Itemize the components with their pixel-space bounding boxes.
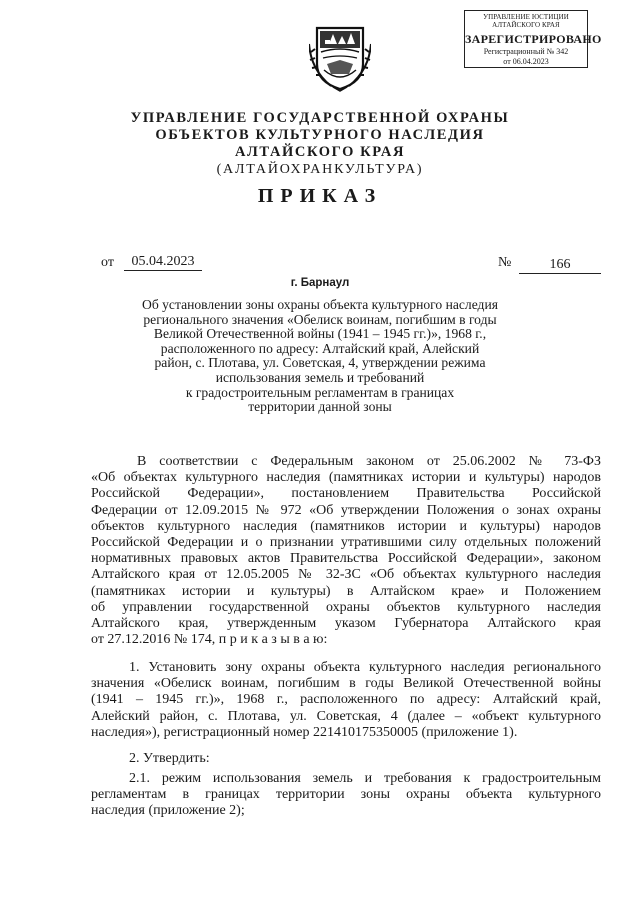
- heading-line: использования земель и требований: [215, 369, 425, 385]
- date-prefix: от: [101, 255, 114, 270]
- org-name-line2: ОБЪЕКТОВ КУЛЬТУРНОГО НАСЛЕДИЯ: [155, 127, 485, 143]
- org-name-line3: АЛТАЙСКОГО КРАЯ: [234, 144, 406, 160]
- body-line: наследия (приложение 2);: [91, 803, 245, 819]
- body-line: 1. Установить зону охраны объекта культурного наследия регионального: [129, 660, 601, 675]
- body-line: 2. Утвердить:: [129, 751, 210, 766]
- stamp-reg-date: от 06.04.2023: [503, 57, 549, 66]
- org-short-name: (АЛТАЙОХРАНКУЛЬТУРА): [216, 162, 424, 177]
- preamble-paragraph: [91, 454, 601, 648]
- item-2-paragraph: [91, 751, 601, 767]
- heading-line: к градостроительным регламентам в границах: [185, 384, 455, 400]
- altai-krai-coat-of-arms-icon: [309, 24, 371, 92]
- order-heading: [120, 298, 520, 415]
- body-line: регламентам в границах территории зоны охраны объекта культурного: [91, 787, 601, 803]
- city-label: г. Барнаул: [290, 277, 350, 289]
- order-number: 166: [519, 257, 601, 274]
- body-line: Федерации от 12.09.2015 № 972 «Об утверждении Положения о зонах охраны: [91, 502, 601, 518]
- body-line: Алтайского края от 12.05.2005 № 32-ЗС «Об объектах культурного наследия: [91, 567, 601, 583]
- heading-line: Великой Отечественной войны (1941 – 1945 гг.)», 1968 г.,: [153, 326, 487, 342]
- document-type-title: ПРИКАЗ: [257, 185, 383, 207]
- stamp-status: ЗАРЕГИСТРИРОВАНО: [465, 32, 602, 46]
- stamp-reg-number: Регистрационный № 342: [483, 47, 569, 56]
- item-2-1-paragraph: [91, 771, 601, 820]
- body-line: В соответствии с Федеральным законом от 25.06.2002 № 73-ФЗ: [137, 454, 601, 469]
- body-line: объектов культурного наследия (памятников истории и культуры) народов: [91, 518, 601, 534]
- body-line: наследия»), регистрационный номер 221410175350005 (приложение 1).: [91, 724, 518, 740]
- body-line: значения «Обелиск воинам, погибшим в годы Великой Отечественной войны: [91, 676, 601, 692]
- body-line: Алтайского края, утвержденным указом Губернатора Алтайского края: [91, 616, 601, 632]
- body-line: 2.1. режим использования земель и требования к градостроительным: [129, 771, 601, 786]
- item-1-paragraph: [91, 660, 601, 741]
- body-line: Российской Федерации и о признании утратившими силу отдельных положений: [91, 535, 601, 551]
- body-line: (1941 – 1945 гг.)», 1968 г., расположенного по адресу: Алтайский край,: [91, 692, 601, 708]
- body-line: от 27.12.2016 № 174, п р и к а з ы в а ю:: [91, 632, 328, 648]
- body-line: нормативных правовых актов Правительства Российской Федерации», законом: [91, 551, 601, 567]
- registration-stamp: [464, 10, 602, 68]
- body-line: (памятниках истории и культуры) в Алтайском крае» и Положением: [91, 583, 601, 599]
- body-line: «Об объектах культурного наследия (памятниках истории и культуры) народов: [91, 470, 601, 486]
- number-prefix: №: [498, 255, 512, 270]
- heading-line: Об установлении зоны охраны объекта культурного наследия: [142, 297, 498, 312]
- body-line: об управлении государственной охраны объектов культурного наследия: [91, 599, 601, 615]
- body-line: Российской Федерации», постановлением Правительства Российской: [91, 486, 601, 502]
- heading-line: территории данной зоны: [248, 399, 392, 415]
- order-date: 05.04.2023: [124, 254, 202, 271]
- heading-line: район, с. Плотава, ул. Советская, 4, утверждении режима: [154, 355, 486, 371]
- stamp-authority-line1: УПРАВЛЕНИЕ ЮСТИЦИИ: [483, 13, 569, 21]
- heading-line: регионального значения «Обелиск воинам, погибшим в годы: [143, 311, 497, 327]
- org-name-line1: УПРАВЛЕНИЕ ГОСУДАРСТВЕННОЙ ОХРАНЫ: [130, 110, 510, 126]
- stamp-authority-line2: АЛТАЙСКОГО КРАЯ: [492, 21, 560, 29]
- body-line: Алейский район, с. Плотава, ул. Советская, 4 (далее – «объект культурного: [91, 708, 601, 724]
- heading-line: расположенного по адресу: Алтайский край, Алейский: [160, 340, 480, 356]
